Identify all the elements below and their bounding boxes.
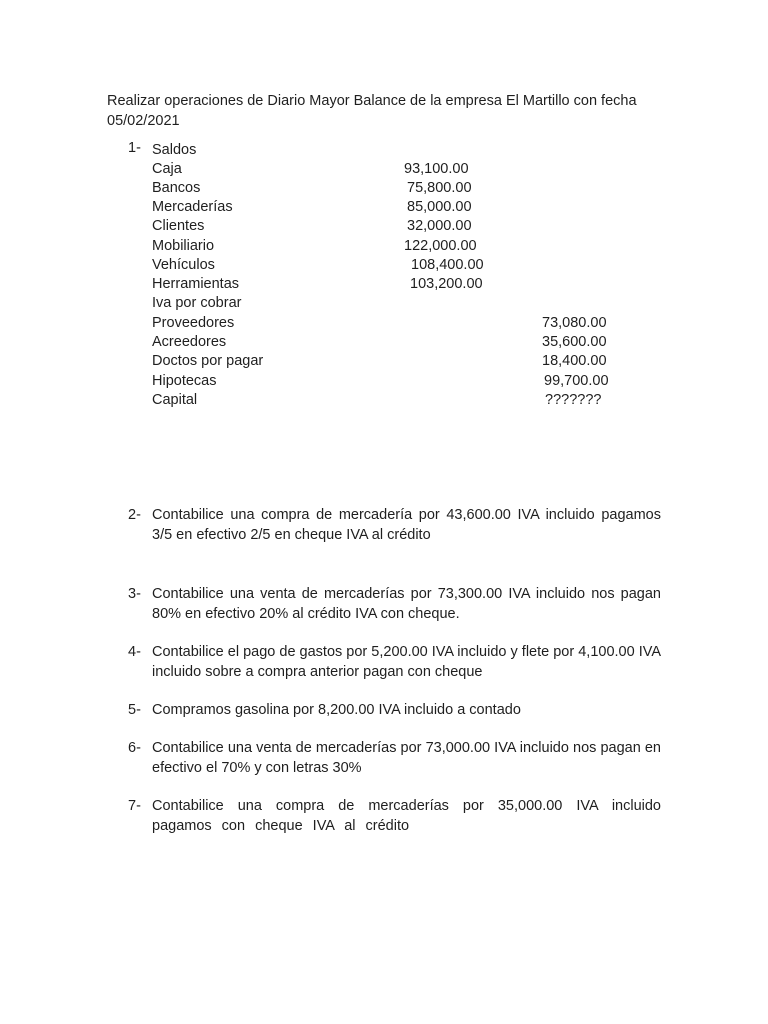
- account-name: Clientes: [152, 218, 205, 234]
- account-credit: ???????: [545, 392, 602, 408]
- item-number: 6-: [128, 740, 141, 756]
- account-debit: 32,000.00: [407, 218, 472, 234]
- item-number: 2-: [128, 507, 141, 523]
- balance-row: [0, 197, 768, 217]
- account-name: Doctos por pagar: [152, 353, 264, 369]
- balance-row: [0, 351, 768, 371]
- exercise-item-6: [128, 738, 668, 778]
- balance-row: [0, 178, 768, 198]
- item-number: 7-: [128, 798, 141, 814]
- balance-row: [0, 274, 768, 294]
- account-name: Proveedores: [152, 315, 235, 331]
- item-text: Contabilice el pago de gastos por 5,200.00 IVA incluido y flete por 4,100.00 IVA incluido sobre a compra anterior pagan con cheque: [152, 644, 661, 680]
- account-name: Mobiliario: [152, 238, 215, 254]
- account-name: Caja: [152, 161, 182, 177]
- intro-paragraph: Realizar operaciones de Diario Mayor Balance de la empresa El Martillo con fecha 05/02/2021: [107, 93, 637, 129]
- balance-row: [0, 390, 768, 410]
- balance-row: [0, 371, 768, 391]
- balance-row: [0, 216, 768, 236]
- account-debit: 103,200.00: [410, 276, 483, 292]
- exercise-item-4: [128, 642, 668, 682]
- account-debit: 93,100.00: [404, 161, 469, 177]
- item-number: 4-: [128, 644, 141, 660]
- account-debit: 75,800.00: [407, 180, 472, 196]
- exercise-item-5: [128, 700, 668, 720]
- account-credit: 99,700.00: [544, 373, 609, 389]
- account-debit: 108,400.00: [411, 257, 484, 273]
- account-name: Vehículos: [152, 257, 215, 273]
- exercise-item-3: [128, 584, 668, 624]
- item-number: 3-: [128, 586, 141, 602]
- account-name: Hipotecas: [152, 373, 217, 389]
- balance-row: [0, 255, 768, 275]
- item-number: 5-: [128, 702, 141, 718]
- item-text: Contabilice una compra de mercaderías por 35,000.00 IVA incluido pagamos con cheque IVA al crédito: [152, 798, 661, 834]
- account-name: Bancos: [152, 180, 201, 196]
- saldos-title: Saldos: [152, 142, 197, 158]
- section-1-number: 1-: [128, 140, 141, 156]
- account-credit: 18,400.00: [542, 353, 607, 369]
- account-name: Herramientas: [152, 276, 240, 292]
- account-credit: 73,080.00: [542, 315, 607, 331]
- balance-row: [0, 236, 768, 256]
- exercise-item-2: [128, 505, 668, 545]
- account-name: Mercaderías: [152, 199, 233, 215]
- account-name: Iva por cobrar: [152, 295, 242, 311]
- balance-row: [0, 313, 768, 333]
- balance-row: [0, 332, 768, 352]
- account-name: Acreedores: [152, 334, 227, 350]
- account-name: Capital: [152, 392, 198, 408]
- item-text: Contabilice una venta de mercaderías por 73,300.00 IVA incluido nos pagan 80% en efectivo 20% al crédito IVA con cheque.: [152, 586, 661, 622]
- item-text: Compramos gasolina por 8,200.00 IVA incluido a contado: [152, 702, 521, 718]
- account-debit: 122,000.00: [404, 238, 477, 254]
- balance-row: [0, 159, 768, 179]
- item-text: Contabilice una compra de mercadería por 43,600.00 IVA incluido pagamos 3/5 en efectivo 2/5 en cheque IVA al crédito: [152, 507, 661, 543]
- exercise-item-7: [128, 796, 668, 836]
- balance-row: [0, 293, 768, 313]
- account-credit: 35,600.00: [542, 334, 607, 350]
- account-debit: 85,000.00: [407, 199, 472, 215]
- item-text: Contabilice una venta de mercaderías por 73,000.00 IVA incluido nos pagan en efectivo el 70% y con letras 30%: [152, 740, 661, 776]
